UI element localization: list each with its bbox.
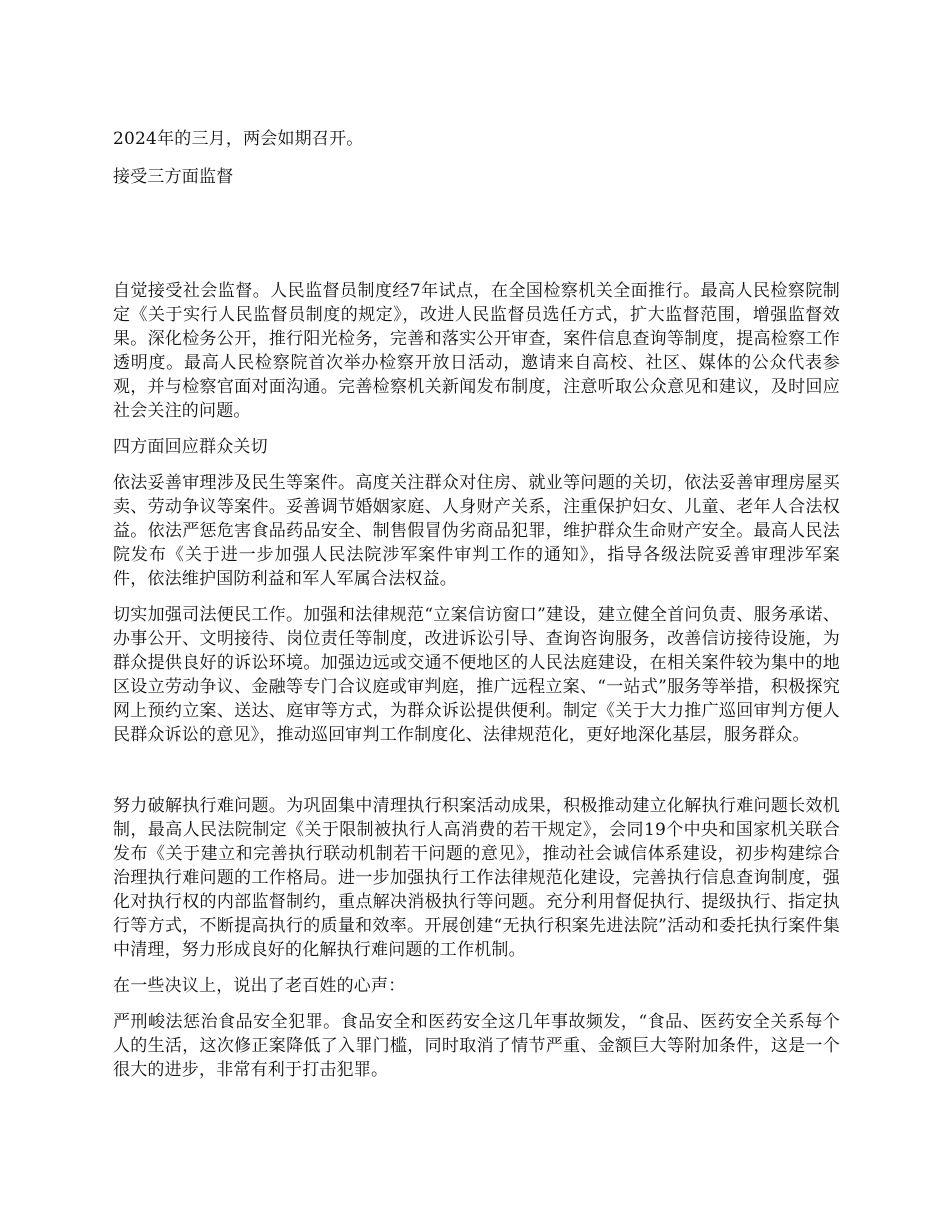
paragraph-enforcement-difficulty: 努力破解执行难问题。为巩固集中清理执行积案活动成果，积极推动建立化解执行难问题长效机制，最高人民法院制定《关于限制被执行人高消费的若干规定》，会同19个中央和国家机关联合发布《关于建立和完善执行联动机制若干问题的意见》，推动社会诚信体系建设，初步构建综合治理执行难问题的工作格局。进一步加强执行工作法律规范化建设，完善执行信息查询制度，强化对执行权的内部监督制约，重点解决消极执行等问题。充分利用督促执行、提级执行、指定执行等方式，不断提高执行的质量和效率。开展创建“无执行积案先进法院”活动和委托执行案件集中清理，努力形成良好的化解执行难问题的工作机制。 [113, 796, 840, 960]
paragraph-convenience-work: 切实加强司法便民工作。加强和法律规范“立案信访窗口”建设，建立健全首问负责、服务承诺、办事公开、文明接待、岗位责任等制度，改进诉讼引导、查询咨询服务，改善信访接待设施，为群众提供良好的诉讼环境。加强边远或交通不便地区的人民法庭建设，在相关案件较为集中的地区设立劳动争议、金融等专门合议庭或审判庭，推广远程立案、“一站式”服务等举措，积极探究网上预约立案、送达、庭审等方式，为群众诉讼提供便利。制定《关于大力推广巡回审判方便人民群众诉讼的意见》，推动巡回审判工作制度化、法律规范化，更好地深化基层，服务群众。 [113, 605, 840, 745]
paragraph-social-supervision: 自觉接受社会监督。人民监督员制度经7年试点，在全国检察机关全面推行。最高人民检察院制定《关于实行人民监督员制度的规定》，改进人民监督员选任方式，扩大监督范围，增强监督效果。深化检务公开，推行阳光检务，完善和落实公开审查，案件信息查询等制度，提高检察工作透明度。最高人民检察院首次举办检察开放日活动，邀请来自高校、社区、媒体的公众代表参观，并与检察官面对面沟通。完善检察机关新闻发布制度，注意听取公众意见和建议，及时回应社会关注的问题。 [113, 281, 840, 421]
heading-four-concerns: 四方面回应群众关切 [113, 437, 268, 457]
heading-three-supervision: 接受三方面监督 [113, 167, 234, 187]
paragraph-livelihood-cases: 依法妥善审理涉及民生等案件。高度关注群众对住房、就业等问题的关切，依法妥善审理房屋买卖、劳动争议等案件。妥善调节婚姻家庭、人身财产关系，注重保护妇女、儿童、老年人合法权益。依法严惩危害食品药品安全、制售假冒伪劣商品犯罪，维护群众生命财产安全。最高人民法院发布《关于进一步加强人民法院涉军案件审判工作的通知》，指导各级法院妥善审理涉军案件，依法维护国防利益和军人军属合法权益。 [113, 473, 840, 589]
paragraph-people-voice: 在一些决议上，说出了老百姓的心声： [113, 976, 406, 996]
paragraph-food-safety: 严刑峻法惩治食品安全犯罪。食品安全和医药安全这几年事故频发，“食品、医药安全关系每个人的生活，这次修正案降低了入罪门槛，同时取消了情节严重、金额巨大等附加条件，这是一个很大的进步，非常有利于打击犯罪。 [113, 1012, 840, 1080]
document-body [113, 124, 840, 1082]
intro-line: 2024年的三月，两会如期召开。 [113, 129, 364, 149]
